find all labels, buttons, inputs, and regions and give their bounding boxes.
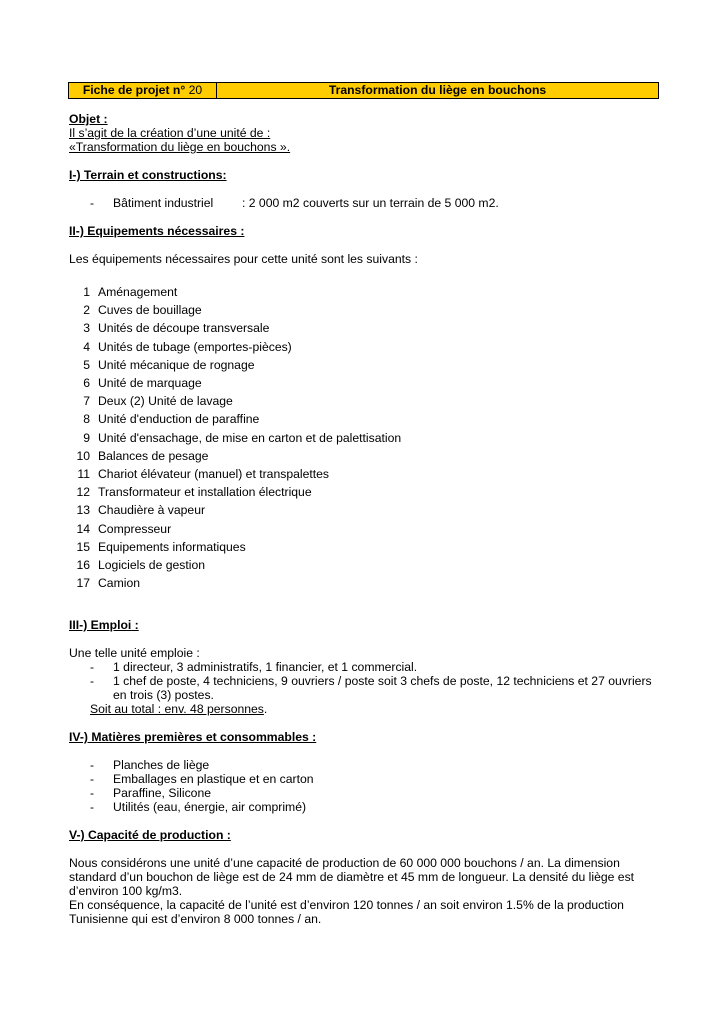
- equipment-number: 4: [83, 339, 90, 354]
- section-3-heading: III-) Emploi :: [69, 618, 139, 632]
- capacity-p2-line-1: En conséquence, la capacité de l’unité est d’environ 120 tonnes / an soit environ 1.5% de la production: [69, 898, 624, 912]
- employment-bullet-2-line-2: en trois (3) postes.: [113, 688, 214, 702]
- equipment-item-label: Chariot élévateur (manuel) et transpalettes: [98, 467, 330, 481]
- objet-line-2: «Transformation du liège en bouchons ».: [69, 140, 291, 154]
- equipment-item-label: Camion: [98, 576, 140, 591]
- equipment-number: 7: [83, 394, 90, 409]
- fiche-label: Fiche de projet n°: [82, 83, 186, 97]
- equipment-number: 1: [83, 285, 90, 299]
- equipment-item-label: Aménagement: [98, 285, 178, 299]
- project-header: [68, 82, 659, 99]
- equipment-item-label: Logiciels de gestion: [98, 558, 206, 572]
- equipment-item-label: Unité d'enduction de paraffine: [98, 412, 260, 427]
- section-5-heading: V-) Capacité de production :: [69, 828, 231, 842]
- equipment-number: 2: [83, 303, 90, 318]
- capacity-p1-line-2: standard d’un bouchon de liège est de 24 mm de diamètre et 45 mm de longueur. La densité du liège est: [69, 870, 635, 884]
- equipment-number: 11: [77, 467, 90, 481]
- material-item: Planches de liège: [113, 758, 210, 772]
- capacity-paragraph-1: [69, 856, 659, 926]
- equipment-item-label: Unité de marquage: [98, 376, 202, 390]
- building-label: Bâtiment industriel: [113, 196, 214, 210]
- employment-total: Soit au total : env. 48 personnes: [90, 702, 264, 716]
- equipment-item-label: Chaudière à vapeur: [98, 503, 206, 518]
- equipment-intro: Les équipements nécessaires pour cette unité sont les suivants :: [69, 252, 418, 266]
- capacity-p1-line-3: d’environ 100 kg/m3.: [69, 884, 183, 898]
- equipment-number: 10: [76, 448, 90, 463]
- equipment-number: 16: [76, 558, 90, 572]
- equipment-item-label: Unités de tubage (emportes-pièces): [98, 339, 292, 354]
- equipment-number: 15: [76, 539, 90, 554]
- material-item: Paraffine, Silicone: [113, 786, 212, 800]
- equipment-item-label: Unité mécanique de rognage: [98, 357, 255, 372]
- equipment-number: 3: [83, 321, 90, 336]
- equipment-item-label: Deux (2) Unité de lavage: [98, 394, 233, 409]
- equipment-item-label: Compresseur: [98, 521, 172, 536]
- employment-bullet-2-line-1: 1 chef de poste, 4 techniciens, 9 ouvriers / poste soit 3 chefs de poste, 12 techniciens et 27 ouvriers: [113, 674, 652, 688]
- building-value: : 2 000 m2 couverts sur un terrain de 5 000 m2.: [242, 196, 499, 210]
- equipment-number: 8: [83, 412, 90, 427]
- fiche-number-cell: [69, 83, 217, 98]
- bullet-dash: -: [90, 786, 95, 800]
- equipment-item-label: Unités de découpe transversale: [98, 321, 270, 336]
- section-2-heading: II-) Equipements nécessaires :: [69, 224, 245, 238]
- employment-intro: Une telle unité emploie :: [69, 646, 200, 660]
- section-4-heading: IV-) Matières premières et consommables :: [69, 730, 317, 744]
- equipment-item-label: Unité d'ensachage, de mise en carton et de palettisation: [98, 430, 402, 445]
- objet-line-1: Il s’agit de la création d’une unité de :: [69, 126, 271, 140]
- employment-total-end: .: [263, 702, 268, 716]
- section-1-heading: I-) Terrain et constructions:: [69, 168, 227, 182]
- equipment-number: 5: [83, 357, 90, 372]
- employment-bullet-1: 1 directeur, 3 administratifs, 1 financier, et 1 commercial.: [113, 660, 418, 674]
- bullet-dash: -: [90, 196, 95, 210]
- capacity-p2-line-2: Tunisienne qui est d’environ 8 000 tonnes / an.: [69, 912, 322, 926]
- equipment-item-label: Cuves de bouillage: [98, 303, 202, 318]
- objet-heading: Objet :: [69, 112, 108, 126]
- material-item: Emballages en plastique et en carton: [113, 772, 314, 786]
- equipment-number: 13: [76, 503, 90, 518]
- bullet-dash: -: [90, 674, 95, 688]
- equipment-number: 12: [76, 485, 90, 500]
- equipment-number: 14: [76, 521, 90, 536]
- project-title: Transformation du liège en bouchons: [328, 83, 547, 97]
- equipment-item-label: Equipements informatiques: [98, 539, 246, 554]
- bullet-dash: -: [90, 758, 95, 772]
- capacity-p1-line-1: Nous considérons une unité d’une capacité de production de 60 000 000 bouchons / an. La dimension: [69, 856, 620, 870]
- material-item: Utilités (eau, énergie, air comprimé): [113, 800, 307, 814]
- equipment-number: 9: [83, 430, 90, 445]
- equipment-number: 6: [83, 376, 90, 390]
- fiche-number: 20: [188, 83, 203, 97]
- bullet-dash: -: [90, 772, 95, 786]
- bullet-dash: -: [90, 800, 95, 814]
- bullet-dash: -: [90, 660, 95, 674]
- equipment-number: 17: [76, 576, 90, 591]
- equipment-item-label: Transformateur et installation électrique: [98, 485, 312, 500]
- equipment-item-label: Balances de pesage: [98, 448, 209, 463]
